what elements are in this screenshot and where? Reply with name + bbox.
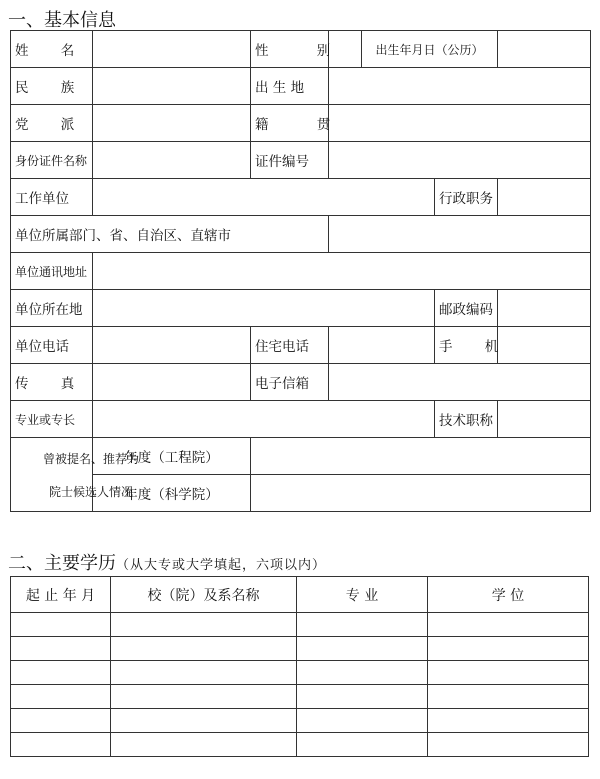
label-id-type: 身份证件名称: [11, 142, 93, 179]
label-admin-post: 行政职务: [435, 179, 498, 216]
edu-cell-period[interactable]: [11, 661, 111, 685]
edu-cell-school[interactable]: [111, 613, 297, 637]
field-postcode[interactable]: [498, 290, 591, 327]
label-birth: 出生年月日（公历）: [362, 31, 498, 68]
edu-cell-period[interactable]: [11, 637, 111, 661]
edu-cell-major[interactable]: [297, 661, 428, 685]
field-id-no[interactable]: [329, 142, 591, 179]
label-workplace: 工作单位: [11, 179, 93, 216]
label-address: 单位通讯地址: [11, 253, 93, 290]
label-location: 单位所在地: [11, 290, 93, 327]
field-specialty[interactable]: [93, 401, 435, 438]
label-postcode: 邮政编码: [435, 290, 498, 327]
label-tech-title: 技术职称: [435, 401, 498, 438]
field-ethnicity[interactable]: [93, 68, 251, 105]
label-year-eng: 年度（工程院）: [93, 438, 251, 475]
edu-cell-period[interactable]: [11, 733, 111, 757]
edu-cell-period[interactable]: [11, 613, 111, 637]
label-mobile: 手 机: [435, 327, 498, 364]
edu-header-school: 校（院）及系名称: [111, 577, 297, 613]
field-location[interactable]: [93, 290, 435, 327]
field-email[interactable]: [329, 364, 591, 401]
label-party: 党 派: [11, 105, 93, 142]
education-rows: [11, 613, 589, 757]
field-fax[interactable]: [93, 364, 251, 401]
label-specialty: 专业或专长: [11, 401, 93, 438]
edu-cell-school[interactable]: [111, 709, 297, 733]
field-year-sci[interactable]: [251, 475, 591, 512]
field-admin-post[interactable]: [498, 179, 591, 216]
table-row: [11, 637, 589, 661]
field-birth[interactable]: [498, 31, 591, 68]
label-year-sci: 年度（科学院）: [93, 475, 251, 512]
field-year-eng[interactable]: [251, 438, 591, 475]
label-office-phone: 单位电话: [11, 327, 93, 364]
edu-cell-period[interactable]: [11, 685, 111, 709]
edu-cell-school[interactable]: [111, 685, 297, 709]
edu-cell-school[interactable]: [111, 661, 297, 685]
edu-cell-school[interactable]: [111, 733, 297, 757]
label-gender: 性 别: [251, 31, 329, 68]
table-row: [11, 685, 589, 709]
edu-header-period: 起 止 年 月: [11, 577, 111, 613]
label-home-phone: 住宅电话: [251, 327, 329, 364]
field-id-type[interactable]: [93, 142, 251, 179]
edu-cell-degree[interactable]: [428, 637, 589, 661]
label-birthplace: 出 生 地: [251, 68, 329, 105]
edu-cell-period[interactable]: [11, 709, 111, 733]
edu-cell-degree[interactable]: [428, 613, 589, 637]
edu-cell-major[interactable]: [297, 685, 428, 709]
field-address[interactable]: [93, 253, 591, 290]
section-2-note: （从大专或大学填起，六项以内）: [116, 558, 327, 573]
field-office-phone[interactable]: [93, 327, 251, 364]
edu-cell-school[interactable]: [111, 637, 297, 661]
edu-cell-degree[interactable]: [428, 709, 589, 733]
table-row: [11, 709, 589, 733]
field-name[interactable]: [93, 31, 251, 68]
table-row: [11, 661, 589, 685]
edu-cell-degree[interactable]: [428, 661, 589, 685]
label-nominated-line2: 院士候选人情况: [48, 484, 133, 499]
label-native: 籍 贯: [251, 105, 329, 142]
field-workplace[interactable]: [93, 179, 435, 216]
label-nominated: [11, 438, 139, 512]
nominated-text: [11, 450, 171, 500]
field-birthplace[interactable]: [329, 68, 591, 105]
label-ethnicity: 民 族: [11, 68, 93, 105]
edu-cell-major[interactable]: [297, 709, 428, 733]
edu-cell-degree[interactable]: [428, 685, 589, 709]
label-fax: 传 真: [11, 364, 93, 401]
edu-header-major: 专 业: [297, 577, 428, 613]
table-row: [11, 733, 589, 757]
field-tech-title[interactable]: [498, 401, 591, 438]
edu-cell-degree[interactable]: [428, 733, 589, 757]
table-row: [11, 613, 589, 637]
section-1-title: 一、基本信息: [8, 10, 116, 31]
edu-cell-major[interactable]: [297, 613, 428, 637]
edu-header-degree: 学 位: [428, 577, 589, 613]
label-email: 电子信箱: [251, 364, 329, 401]
section-2-heading: 二、主要学历: [8, 553, 116, 574]
section-2-title: [8, 549, 326, 575]
label-name: 姓 名: [11, 31, 93, 68]
education-table: [10, 576, 589, 757]
field-dept[interactable]: [329, 216, 591, 253]
label-nominated-line1: 曾被提名、推荐为: [42, 451, 139, 466]
label-id-no: 证件编号: [251, 142, 329, 179]
basic-info-table: [10, 30, 591, 512]
field-party[interactable]: [93, 105, 251, 142]
field-home-phone[interactable]: [329, 327, 435, 364]
label-dept: 单位所属部门、省、自治区、直辖市: [11, 216, 329, 253]
field-native[interactable]: [329, 105, 591, 142]
edu-cell-major[interactable]: [297, 733, 428, 757]
edu-cell-major[interactable]: [297, 637, 428, 661]
